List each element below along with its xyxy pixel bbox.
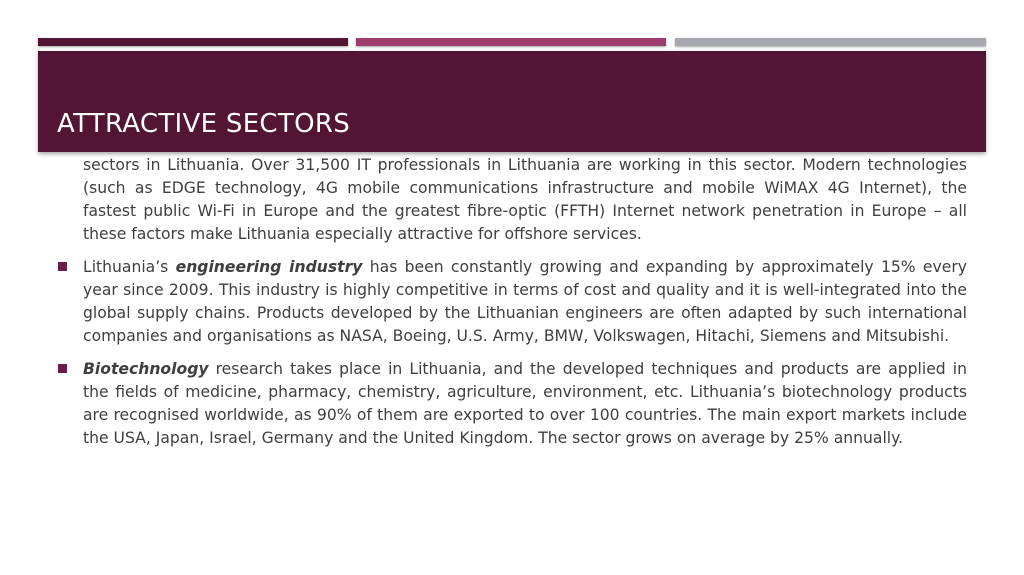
slide-body — [58, 131, 967, 460]
square-bullet-icon — [58, 364, 67, 373]
bullet-biotechnology — [58, 358, 967, 450]
accent-stripe-gray — [675, 38, 986, 46]
bullet-text: sectors in Lithuania. Over 31,500 IT professionals in Lithuania are working in this sector. Modern technologies (such as EDGE technology, 4G mobile communications infrastructure and mobile WiMAX 4G Internet), the fastest public Wi-Fi in Europe and the greatest fibre-optic (FFTH) Internet network penetration in Europe – all these factors make Lithuania especially attractive for offshore services. — [83, 156, 967, 243]
accent-stripe-magenta — [356, 38, 666, 46]
bullet-prefix: Lithuania’s — [83, 258, 176, 276]
bullet-text: has been constantly growing and expanding by approximately 15% every year since 2009. This industry is highly competitive in terms of cost and quality and it is well-integrated into the global supply chains. Products developed by the Lithuanian engineers are often adapted by such international companies and organisations as NASA, Boeing, U.S. Army, BMW, Volkswagen, Hitachi, Siemens and Mitsubishi. — [83, 258, 967, 345]
bullet-emphasis: Biotechnology — [83, 360, 209, 378]
bullet-text: research takes place in Lithuania, and the developed techniques and products are applied in the fields of medicine, pharmacy, chemistry, agriculture, environment, etc. Lithuania’s biotechnology products are recognised worldwide, as 90% of them are exported to over 100 countries. The main export markets include the USA, Japan, Israel, Germany and the United Kingdom. The sector grows on average by 25% annually. — [83, 360, 967, 447]
accent-stripe-dark — [38, 38, 348, 46]
slide-title: ATTRACTIVE SECTORS — [57, 109, 350, 139]
square-bullet-icon — [58, 262, 67, 271]
bullet-engineering — [58, 256, 967, 348]
bullet-emphasis: engineering industry — [175, 258, 363, 276]
